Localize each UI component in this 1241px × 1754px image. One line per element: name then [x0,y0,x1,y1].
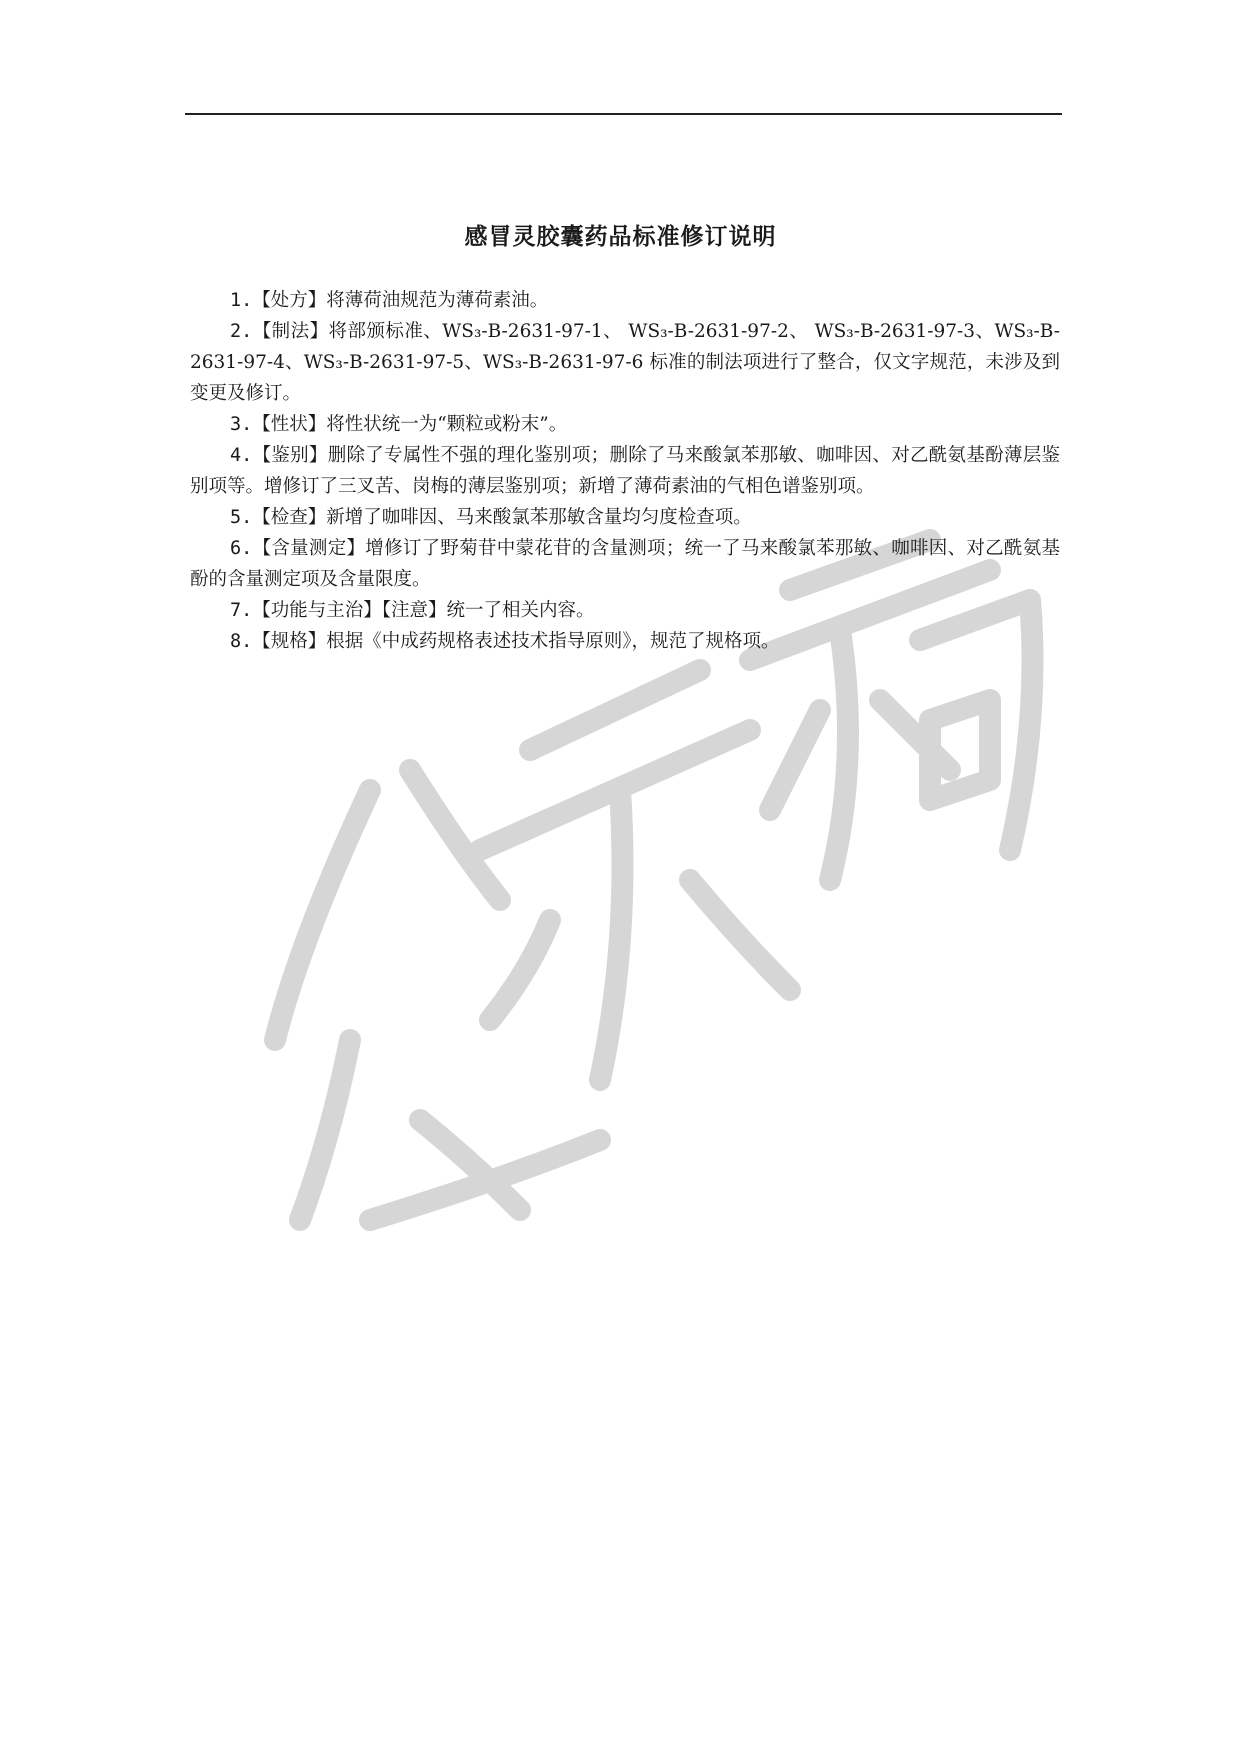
item-heading: 【含量测定】 [252,538,366,559]
item-heading: 【检查】 [252,507,327,528]
item-number: 1. [230,290,253,311]
item-number: 2. [230,321,253,342]
item-number: 6. [230,538,253,559]
item-number: 3. [230,414,253,435]
item-heading: 【性状】 [252,414,327,435]
list-item [190,533,1060,595]
item-number: 7. [230,600,253,621]
item-text: 新增了咖啡因、马来酸氯苯那敏含量均匀度检查项。 [326,507,752,528]
item-heading: 【功能与主治】【注意】 [252,600,447,621]
item-heading: 【处方】 [252,290,327,311]
item-text: 删除了专属性不强的理化鉴别项；删除了马来酸氯苯那敏、咖啡因、对乙酰氨基酚薄层鉴别项等。增修订了三叉苦、岗梅的薄层鉴别项；新增了薄荷素油的气相色谱鉴别项。 [190,445,1060,497]
item-heading: 【制法】 [252,321,329,342]
list-item [190,316,1060,409]
list-item [190,502,1060,533]
item-number: 4. [230,445,253,466]
list-item [190,409,1060,440]
list-item [190,440,1060,502]
list-item [190,626,1060,657]
item-number: 8. [230,631,253,652]
item-heading: 【规格】 [252,631,327,652]
item-text: 根据《中成药规格表述技术指导原则》，规范了规格项。 [326,631,780,652]
item-text: 统一了相关内容。 [446,600,595,621]
item-heading: 【鉴别】 [252,445,328,466]
list-item [190,285,1060,316]
item-text: 将薄荷油规范为薄荷素油。 [326,290,549,311]
item-text: 将部颁标准、WS₃-B-2631-97-1、 WS₃-B-2631-97-2、 WS₃-B-2631-97-3、WS₃-B-2631-97-4、WS₃-B-2631-97-5、WS₃-B-2631-97-6 标准的制法项进行了整合，仅文字规范，未涉及到变更及修订。 [190,321,1060,404]
item-text: 增修订了野菊苷中蒙花苷的含量测项；统一了马来酸氯苯那敏、咖啡因、对乙酰氨基酚的含量测定项及含量限度。 [190,538,1060,590]
item-number: 5. [230,507,253,528]
item-text: 将性状统一为“颗粒或粉末”。 [326,414,568,435]
page-title: 感冒灵胶囊药品标准修订说明 [464,224,777,250]
document-body [190,285,1060,657]
header-rule [185,113,1062,115]
list-item [190,595,1060,626]
